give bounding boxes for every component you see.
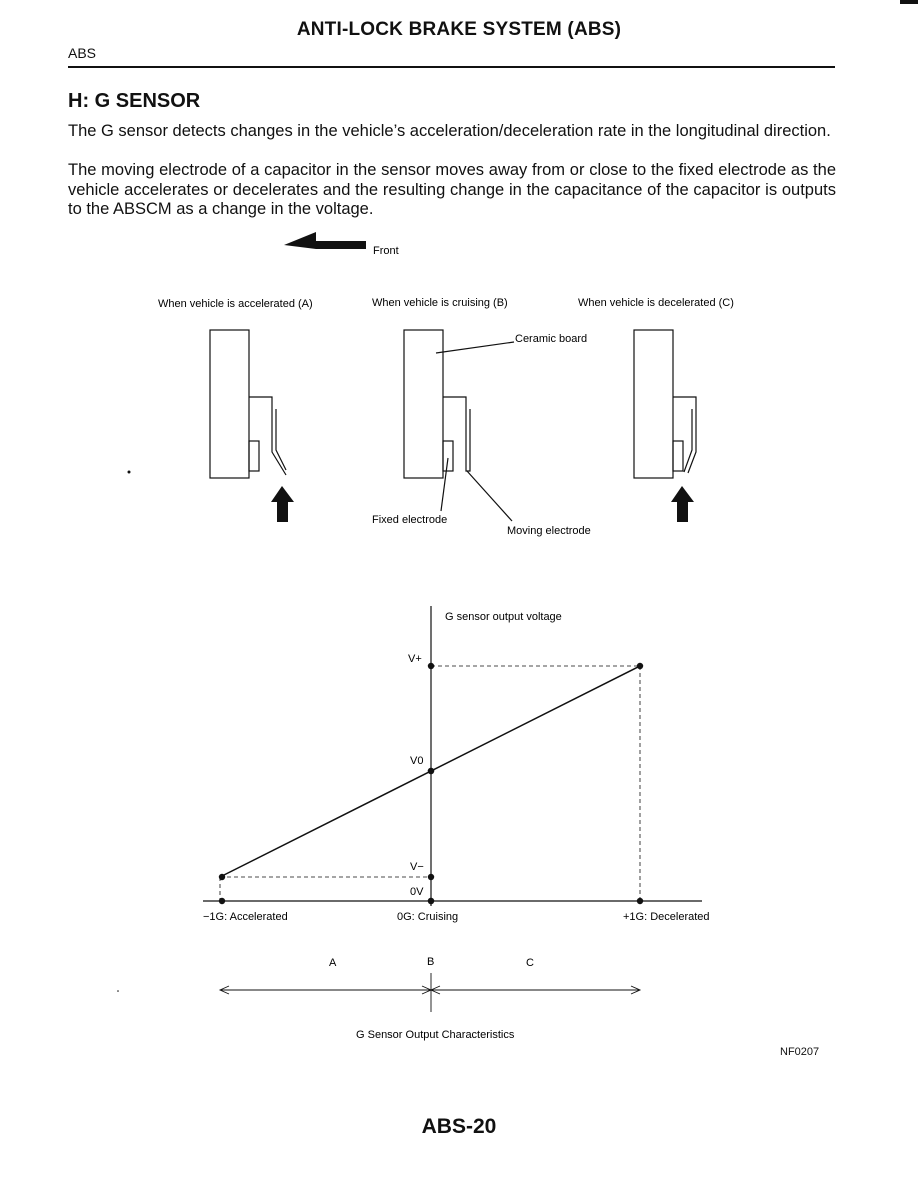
y-tick-label: 0V xyxy=(410,886,424,898)
page-header-title: ANTI-LOCK BRAKE SYSTEM (ABS) xyxy=(296,19,622,40)
y-tick-label: V+ xyxy=(408,653,422,665)
region-c-label: C xyxy=(526,957,534,969)
x-axis-marker xyxy=(637,898,643,904)
chart-point xyxy=(219,874,225,880)
section-title: H: G SENSOR xyxy=(68,90,201,112)
y-tick-label: V0 xyxy=(410,755,424,767)
sensor-a-arrow-icon xyxy=(271,486,294,522)
stray-dot xyxy=(117,990,119,992)
sensor-c-arrow-icon xyxy=(671,486,694,522)
sensor-b-drawing xyxy=(404,330,514,521)
y-axis-marker xyxy=(428,874,434,880)
sensor-a-drawing xyxy=(210,330,286,478)
y-tick-label: V− xyxy=(410,861,424,873)
x-tick-label: 0G: Cruising xyxy=(397,911,459,923)
page-header-section: ABS xyxy=(68,45,97,61)
moving-electrode-label: Moving electrode xyxy=(507,525,591,537)
page-number: ABS-20 xyxy=(421,1115,497,1138)
state-a-label: When vehicle is accelerated (A) xyxy=(158,298,313,310)
chart-y-axis-label: G sensor output voltage xyxy=(445,611,562,623)
front-label: Front xyxy=(373,245,399,257)
x-axis-marker xyxy=(219,898,225,904)
stray-dot xyxy=(128,471,131,474)
paragraph-2: The moving electrode of a capacitor in the sensor moves away from or close to the fixed electrode as the vehicle accelerates or decelerates and the resulting change in the capacitance of the capacitor is outputs to the ABSCM as a change in the voltage. xyxy=(68,161,836,218)
figure-code: NF0207 xyxy=(780,1046,820,1058)
front-arrow-icon xyxy=(284,232,366,249)
state-b-label: When vehicle is cruising (B) xyxy=(372,297,508,309)
sensor-c-drawing xyxy=(634,330,696,478)
region-b-label: B xyxy=(427,956,435,968)
chart-point xyxy=(637,663,643,669)
fixed-electrode-label: Fixed electrode xyxy=(372,514,448,526)
ceramic-board-label: Ceramic board xyxy=(515,333,588,345)
x-axis-marker xyxy=(428,898,434,904)
y-axis-marker xyxy=(428,663,434,669)
chart-axes xyxy=(203,606,702,906)
region-a-label: A xyxy=(329,957,337,969)
x-tick-label: −1G: Accelerated xyxy=(203,911,288,923)
chart-title: G Sensor Output Characteristics xyxy=(356,1029,515,1041)
y-axis-marker xyxy=(428,768,434,774)
x-tick-label: +1G: Decelerated xyxy=(623,911,710,923)
paragraph-1: The G sensor detects changes in the vehicle’s acceleration/deceleration rate in the longitudinal direction. xyxy=(68,122,831,140)
region-arrows xyxy=(220,973,640,1012)
chart-guide-lines xyxy=(220,666,640,901)
state-c-label: When vehicle is decelerated (C) xyxy=(578,297,734,309)
